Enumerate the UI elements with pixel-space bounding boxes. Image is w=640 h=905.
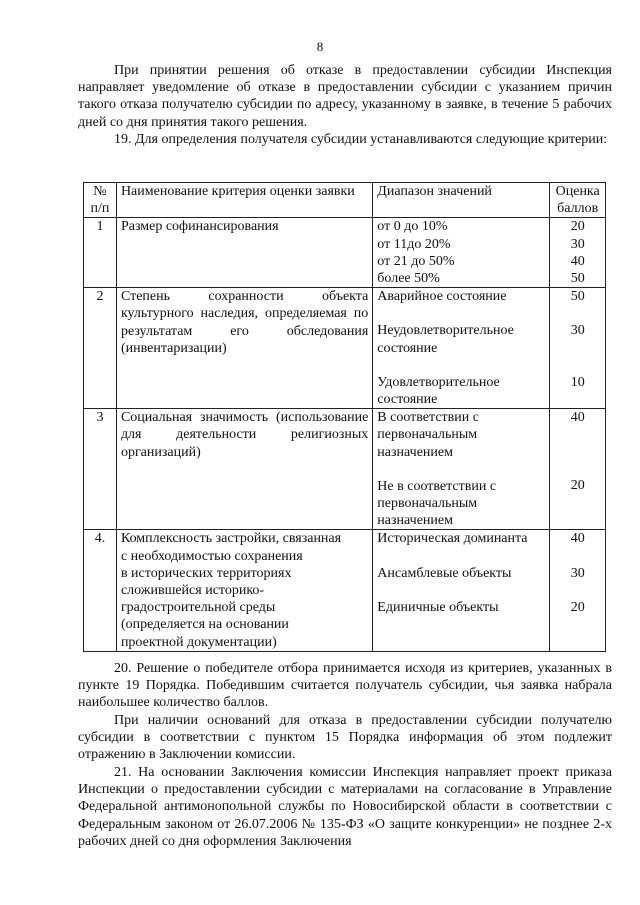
score-cell <box>550 218 606 288</box>
value-range: Не в соответствии с первоначальным назначением <box>377 478 497 529</box>
value-range: Ансамблевые объекты <box>377 565 512 581</box>
score-value: 30 <box>570 565 585 581</box>
paragraph-refusal-grounds: При наличии оснований для отказа в предоставлении субсидии получателю субсидии в соответствии с пунктом 15 Порядка информация об этом подлежит отражению в Заключении комиссии. <box>78 713 612 763</box>
score-cell <box>550 409 606 530</box>
value-range: от 0 до 10% <box>377 219 448 235</box>
score-value: 50 <box>570 271 585 287</box>
table-row <box>84 218 606 288</box>
criterion-name-line: градостроительной среды <box>120 600 276 616</box>
criterion-name: Степень сохранности объекта культурного наследия, определяемая по результатам его обследования (инвентаризации) <box>116 288 372 409</box>
value-range: Единичные объекты <box>377 599 499 615</box>
score-value: 20 <box>570 478 585 494</box>
paragraph-winner-decision: 20. Решение о победителе отбора принимается исходя из критериев, указанных в пункте 19 Порядка. Победившим считается получатель субсидии, чья заявка набрала наибольшее количество баллов. <box>78 661 612 711</box>
table-row <box>84 409 606 530</box>
criterion-name-line: в исторических территориях <box>120 565 292 581</box>
score-value: 50 <box>570 289 585 305</box>
score-value: 30 <box>570 323 585 339</box>
criterion-name-line: сложившейся историко- <box>120 583 265 599</box>
criterion-name <box>116 530 372 651</box>
header-value-range: Диапазон значений <box>373 183 550 218</box>
criterion-name: Социальная значимость (использование для деятельности религиозных организаций) <box>116 409 372 530</box>
criterion-name-line: Комплексность застройки, связанная <box>120 531 342 547</box>
score-value: 10 <box>570 374 585 390</box>
page-number: 8 <box>316 39 324 54</box>
value-range-cell <box>373 288 550 409</box>
score-cell <box>550 288 606 409</box>
score-value: 30 <box>570 236 585 252</box>
criterion-name-line: (определяется на основании <box>120 617 289 633</box>
score-value: 40 <box>570 531 585 547</box>
value-range-cell <box>373 409 550 530</box>
header-criterion-name: Наименование критерия оценки заявки <box>116 183 372 218</box>
value-range: от 21 до 50% <box>377 253 455 269</box>
value-range: более 50% <box>377 271 440 287</box>
paragraph-criteria-intro: 19. Для определения получателя субсидии устанавливаются следующие критерии: <box>114 132 608 147</box>
value-range: Аварийное состояние <box>377 289 507 305</box>
value-range-cell <box>373 530 550 651</box>
value-range: Удовлетворительное состояние <box>377 374 500 408</box>
paragraph-antimonopoly-approval: 21. На основании Заключения комиссии Инспекция направляет проект приказа Инспекции о предоставлении субсидии с материалами на согласование в Управление Федеральной антимонопольной службы по Новосибирской области в соответствии с Федеральным законом от 26.07.2006 № 135-ФЗ «О защите конкуренции» не позднее 2-х рабочих дней со дня оформления Заключения <box>78 765 612 849</box>
table-row <box>84 530 606 651</box>
header-number: № п/п <box>84 183 117 218</box>
score-value: 40 <box>570 253 585 269</box>
score-cell <box>550 530 606 651</box>
value-range: В соответствии с первоначальным назначением <box>377 410 479 460</box>
score-value: 40 <box>570 410 585 426</box>
value-range-cell <box>373 218 550 288</box>
criterion-name-line: с необходимостью сохранения <box>120 548 303 564</box>
header-score: Оценка баллов <box>550 183 606 218</box>
row-number: 2 <box>84 288 117 409</box>
paragraph-refusal-notice: При принятии решения об отказе в предоставлении субсидии Инспекция направляет уведомление об отказе в предоставлении субсидии с указанием причин такого отказа получателю субсидии по адресу, указанному в заявке, в течение 5 рабочих дней со дня принятия такого решения. <box>78 63 612 130</box>
row-number: 4. <box>84 530 117 651</box>
score-value: 20 <box>570 219 585 235</box>
criteria-table <box>83 182 606 652</box>
row-number: 3 <box>84 409 117 530</box>
value-range: Неудовлетворительное состояние <box>377 323 514 356</box>
table-row <box>84 288 606 409</box>
value-range: Историческая доминанта <box>377 531 528 547</box>
criterion-name: Размер софинансирования <box>116 218 372 288</box>
value-range: от 11до 20% <box>377 236 451 252</box>
criterion-name-line: проектной документации) <box>120 634 277 650</box>
score-value: 20 <box>570 599 585 615</box>
row-number: 1 <box>84 218 117 288</box>
table-header-row <box>84 183 606 218</box>
